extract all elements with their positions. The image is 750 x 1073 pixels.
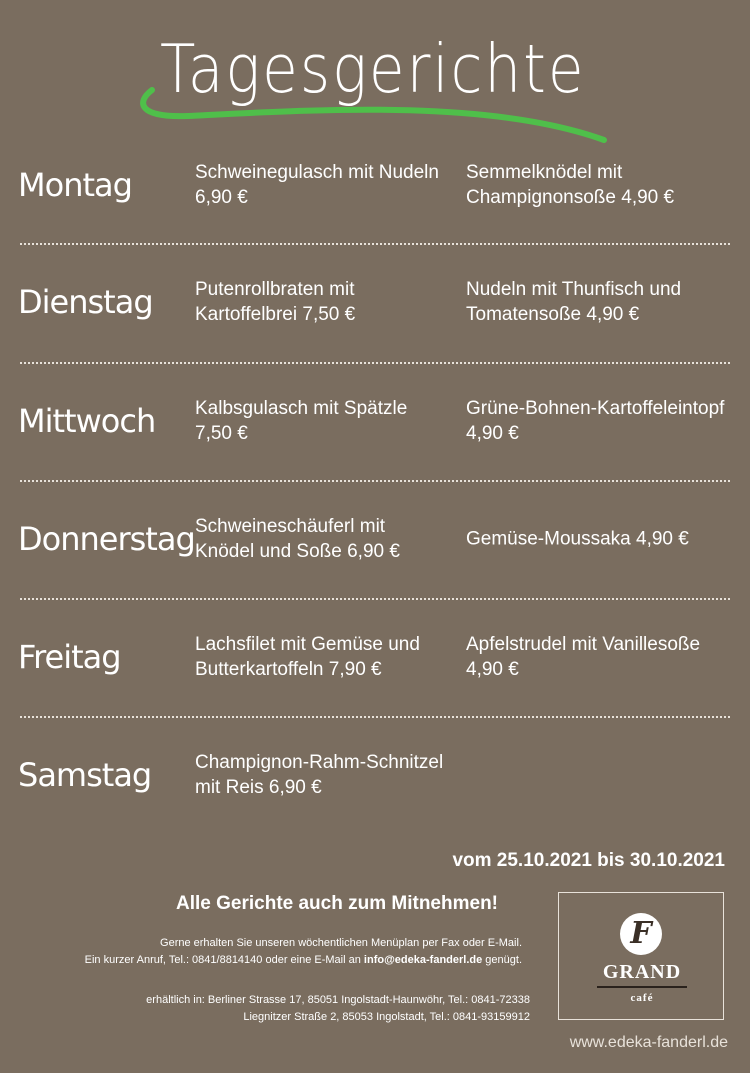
grand-cafe-logo: [558, 892, 724, 1020]
menu-row-dienstag: [0, 243, 750, 361]
dish-alternative: Semmelknödel mit Champignonsoße 4,90 €: [466, 162, 675, 208]
dish-alternative: Grüne-Bohnen-Kartoffeleintopf 4,90 €: [466, 398, 725, 444]
website-link[interactable]: www.edeka-fanderl.de: [569, 1034, 728, 1051]
logo-subtitle: café: [630, 992, 654, 1004]
menu-row-freitag: [0, 598, 750, 716]
dish-alternative: Apfelstrudel mit Vanillesoße 4,90 €: [466, 634, 701, 680]
order-info: [85, 935, 522, 969]
menu-row-donnerstag: [0, 480, 750, 598]
info-line-2-prefix: Ein kurzer Anruf, Tel.: 0841/8814140 oder eine E-Mail an: [84, 954, 361, 966]
day-label: Donnerstag: [18, 520, 195, 558]
takeaway-notice: Alle Gerichte auch zum Mitnehmen!: [176, 893, 498, 914]
menu-row-montag: [0, 126, 750, 244]
logo-name: GRAND: [602, 961, 682, 983]
dish-main: Schweineschäuferl mit Knödel und Soße 6,90 €: [195, 516, 400, 562]
day-label: Montag: [18, 166, 132, 204]
dish-alternative: Gemüse-Moussaka 4,90 €: [466, 528, 689, 550]
day-label: Samstag: [18, 756, 152, 794]
menu-row-samstag: [0, 716, 750, 834]
logo-circle: [620, 913, 662, 955]
info-line-2-suffix: genügt.: [485, 954, 522, 966]
info-line-1: Gerne erhalten Sie unseren wöchentlichen Menüplan per Fax oder E-Mail.: [160, 937, 522, 949]
store-addresses: [146, 992, 530, 1026]
day-label: Freitag: [18, 638, 121, 676]
dish-main: Putenrollbraten mit Kartoffelbrei 7,50 €: [195, 279, 356, 325]
menu-row-mittwoch: [0, 362, 750, 480]
day-label: Dienstag: [18, 283, 153, 321]
day-label: Mittwoch: [18, 402, 156, 440]
info-line-2: [85, 952, 522, 969]
dish-main: Champignon-Rahm-Schnitzel mit Reis 6,90 €: [195, 752, 444, 798]
logo-divider: [597, 986, 687, 988]
dish-main: Lachsfilet mit Gemüse und Butterkartoffeln 7,90 €: [195, 634, 420, 680]
dish-main: Schweinegulasch mit Nudeln 6,90 €: [195, 162, 439, 208]
logo-letter: F: [630, 916, 652, 951]
address-line-1: erhältlich in: Berliner Strasse 17, 85051 Ingolstadt-Haunwöhr, Tel.: 0841-72338: [146, 994, 530, 1006]
address-line-2: Liegnitzer Straße 2, 85053 Ingolstadt, Tel.: 0841-93159912: [243, 1011, 530, 1023]
dish-alternative: Nudeln mit Thunfisch und Tomatensoße 4,90 €: [466, 279, 682, 325]
page-title: Tagesgerichte: [160, 30, 586, 109]
dish-main: Kalbsgulasch mit Spätzle 7,50 €: [195, 398, 408, 444]
date-range: vom 25.10.2021 bis 30.10.2021: [452, 850, 725, 871]
email-link[interactable]: info@edeka-fanderl.de: [363, 954, 483, 966]
